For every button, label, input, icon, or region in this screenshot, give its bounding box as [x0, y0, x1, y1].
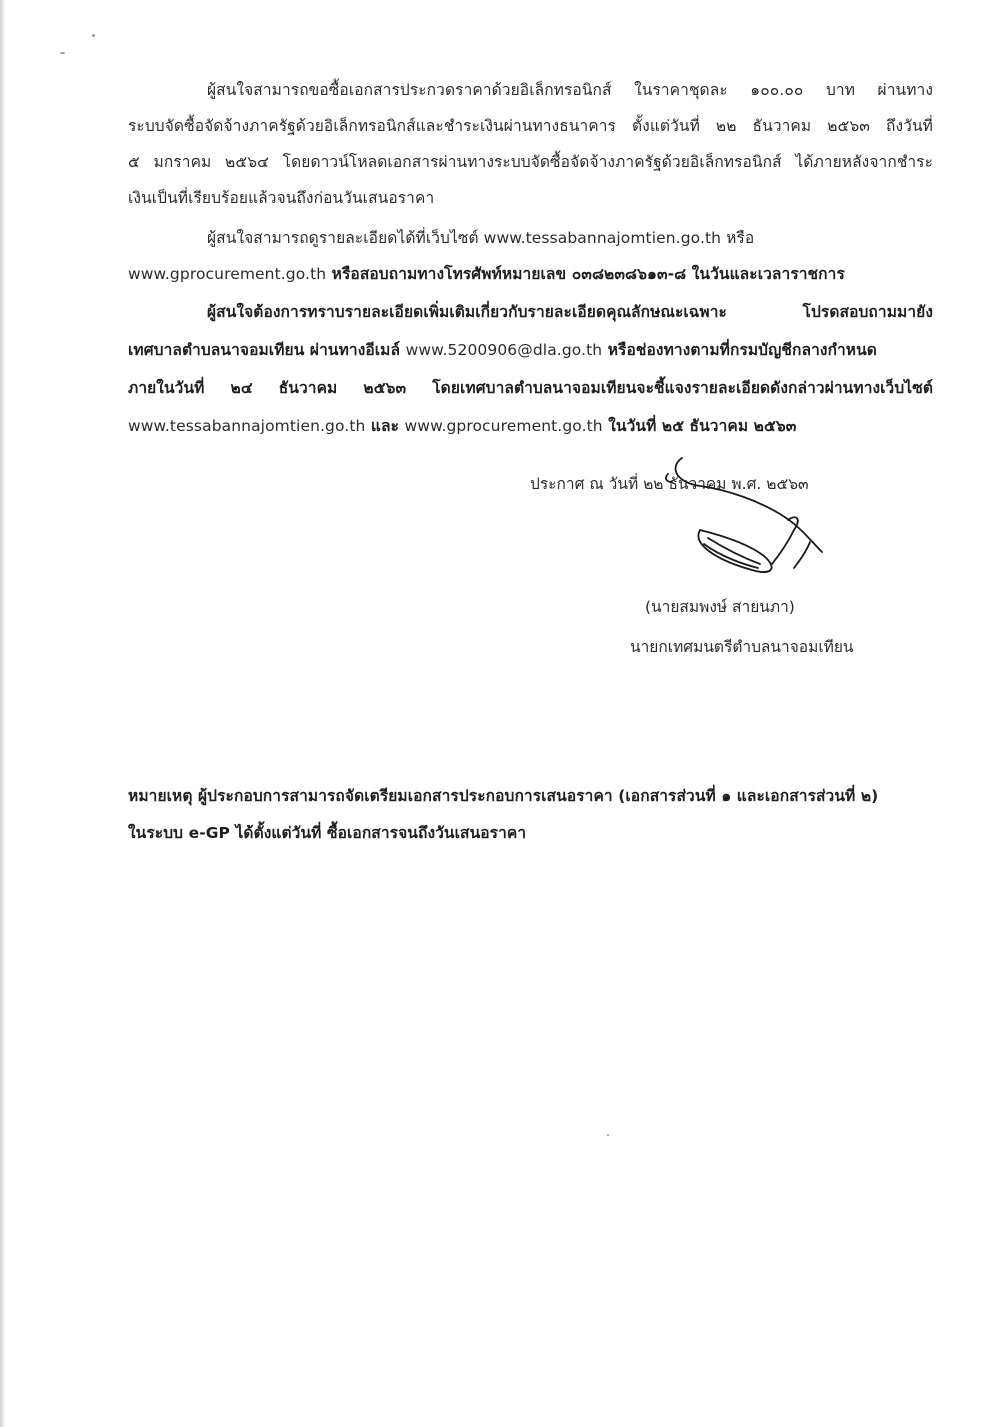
scan-edge-shadow: [0, 0, 6, 1427]
scan-speck: [607, 1134, 609, 1136]
remark-line2: ในระบบ e-GP ได้ตั้งแต่วันที่ ซื้อเอกสารจนถึงวันเสนอราคา: [128, 824, 527, 842]
paragraph3-line3: ภายในวันที่ ๒๔ ธันวาคม ๒๕๖๓ โดยเทศบาลตำบลนาจอมเทียนจะชี้แจงรายละเอียดดังกล่าวผ่านทางเว็บไซต์: [128, 379, 933, 397]
paragraph1-line2: ระบบจัดซื้อจัดจ้างภาครัฐด้วยอิเล็กทรอนิกส์และชำระเงินผ่านทางธนาคาร ตั้งแต่วันที่ ๒๒ ธันวาคม ๒๕๖๓ ถึงวันที่: [128, 117, 933, 135]
paragraph1-line3: ๕ มกราคม ๒๕๖๔ โดยดาวน์โหลดเอกสารผ่านทางระบบจัดซื้อจัดจ้างภาครัฐด้วยอิเล็กทรอนิกส์ ได้ภายหลังจากชำระ: [128, 153, 933, 171]
paragraph3-line2: [128, 340, 933, 360]
paragraph3-line1: ผู้สนใจต้องการทราบรายละเอียดเพิ่มเติมเกี่ยวกับรายละเอียดคุณลักษณะเฉพาะ โปรดสอบถามมายัง: [207, 303, 933, 321]
gprocurement-url[interactable]: www.gprocurement.go.th: [128, 265, 327, 283]
gprocurement-url-2[interactable]: www.gprocurement.go.th: [404, 417, 603, 435]
paragraph2-line1: ผู้สนใจสามารถดูรายละเอียดได้ที่เว็บไซต์ www.tessabannajomtien.go.th หรือ: [207, 229, 755, 247]
paragraph1-line4: เงินเป็นที่เรียบร้อยแล้วจนถึงก่อนวันเสนอราคา: [128, 189, 435, 207]
signer-name: (นายสมพงษ์ สายนภา): [645, 598, 795, 616]
announcement-date: ประกาศ ณ วันที่ ๒๒ ธันวาคม พ.ศ. ๒๕๖๓: [530, 475, 809, 493]
paragraph2-line2-text: หรือสอบถามทางโทรศัพท์หมายเลข ๐๓๘๒๓๘๖๑๓-๘ ในวันและเวลาราชการ: [326, 265, 845, 283]
contact-email[interactable]: www.5200906@dla.go.th: [405, 341, 603, 359]
paragraph3-line4: [128, 416, 933, 436]
paragraph3-and: และ: [365, 417, 405, 435]
paragraph3-line2-a: เทศบาลตำบลนาจอมเทียน ผ่านทางอีเมล์: [128, 341, 406, 359]
scan-speck: [92, 34, 95, 37]
scan-speck: [60, 52, 65, 54]
remark-line1: หมายเหตุ ผู้ประกอบการสามารถจัดเตรียมเอกสารประกอบการเสนอราคา (เอกสารส่วนที่ ๑ และเอกสารส่วนที่ ๒): [128, 787, 879, 805]
paragraph1-line1: ผู้สนใจสามารถขอซื้อเอกสารประกวดราคาด้วยอิเล็กทรอนิกส์ ในราคาชุดละ ๑๐๐.๐๐ บาท ผ่านทาง: [207, 81, 933, 99]
paragraph2-line2: [128, 264, 933, 284]
handwritten-signature: [660, 452, 840, 592]
tessaban-url[interactable]: www.tessabannajomtien.go.th: [128, 417, 366, 435]
paragraph3-line2-b: หรือช่องทางตามที่กรมบัญชีกลางกำหนด: [602, 341, 877, 359]
signer-title: นายกเทศมนตรีตำบลนาจอมเทียน: [630, 638, 854, 656]
paragraph3-line4-tail: ในวันที่ ๒๕ ธันวาคม ๒๕๖๓: [602, 417, 797, 435]
